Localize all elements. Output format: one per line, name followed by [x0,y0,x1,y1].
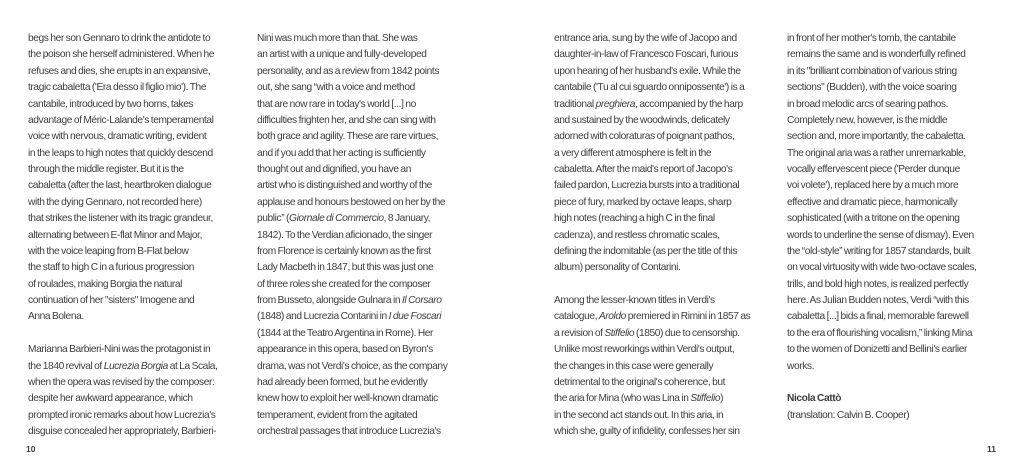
text-line [554,64,782,80]
liner-notes-column-2 [257,31,485,440]
body-text: which she, guilty of infidelity, confesses her sin [554,426,740,437]
body-text: the aria for Mina (who was Lina in [554,393,691,405]
body-text: upon hearing of her husband's exile. While the [554,65,741,77]
text-line [257,64,485,80]
body-text: the changes in this case were generally [554,360,714,372]
body-text: detrimental to the original's coherence, but [554,376,726,388]
body-text: in broad melodic arcs of searing pathos. [787,98,949,110]
body-text: 1842). To the Verdian aficionado, the singer [257,229,433,241]
text-line [28,244,256,260]
text-line [28,359,256,375]
body-text: catalogue, [554,311,599,323]
body-text: appearance in this opera, based on Byron's [257,344,433,356]
text-line [257,146,485,162]
body-text: album) personality of Contarini. [554,262,681,274]
text-line [554,80,782,96]
body-text: out, she sang “with a voice and method [257,82,415,94]
text-line [28,277,256,293]
body-text: (1848) and Lucrezia Contarini in [257,311,389,323]
body-text: applause and honours bestowed on her by the [257,196,446,208]
text-line [787,64,1015,80]
text-line [787,277,1015,293]
paragraph [787,391,1015,424]
text-line [787,408,1015,424]
italic-text: Stiffelio [690,393,721,405]
text-line [554,260,782,276]
text-line [554,195,782,211]
body-text: cabaletta (after the last, heartbroken dialogue [28,180,212,192]
text-line [787,211,1015,227]
italic-text: Aroldo [598,311,626,323]
body-text: advantage of Méric-Lalande's temperamental [28,114,214,126]
bold-text: Nicola Cattò [787,393,842,405]
text-line [787,97,1015,113]
text-line [28,47,256,63]
body-text: daughter-in-law of Francesco Foscari, furious [554,49,739,61]
body-text: (translation: Calvin B. Cooper) [787,409,910,421]
text-line [257,178,485,194]
body-text: effective and dramatic piece, harmonically [787,196,958,208]
body-text: that are now rare in today's world [...] no [257,98,416,110]
text-line [28,228,256,244]
text-line [554,359,782,375]
liner-notes-column-4 [787,31,1015,424]
body-text: vocally effervescent piece ('Perder dunque [787,164,960,175]
text-line [28,408,256,424]
text-line [554,408,782,424]
text-line [28,260,256,276]
body-text: voi volete'), replaced here by a much more [787,180,959,192]
paragraph [257,31,485,440]
body-text: drama, was not Verdi's choice, as the company [257,360,448,372]
body-text: an artist with a unique and fully-developed [257,49,427,61]
text-line [257,211,485,227]
text-line [554,424,782,440]
text-line [554,244,782,260]
body-text: (1850) due to censorship. [634,327,740,339]
body-text: the “old-style” writing for 1857 standards, built [787,245,970,257]
text-line [787,31,1015,47]
body-text: cabaletta [...] bids a final, memorable farewell [787,311,969,323]
body-text: voice with nervous, dramatic writing, evident [28,131,207,143]
body-text: had already been formed, but he evidently [257,376,428,388]
text-line [257,80,485,96]
text-line [28,342,256,358]
text-line [554,97,782,113]
body-text: in its "brilliant combination of various string [787,65,957,77]
text-line [554,326,782,342]
body-text: sophisticated (with a tritone on the opening [787,213,960,225]
body-text: difficulties frighten her, and she can sing with [257,114,436,126]
text-line [257,309,485,325]
body-text: cantabile ('Tu al cui sguardo onnipossente') is a [554,82,745,94]
body-text: public” ( [257,213,290,225]
page-number-left: 10 [26,444,36,454]
text-line [787,47,1015,63]
text-line [28,309,256,325]
text-line [257,129,485,145]
italic-text: Lucrezia Borgia [103,360,168,372]
text-line [787,80,1015,96]
body-text: (1844 at the Teatro Argentina in Rome). Her [257,327,434,339]
italic-text: preghiera [595,98,636,110]
body-text: from Busseto, alongside Gulnara in [257,295,402,306]
body-text: piece of fury, marked by octave leaps, sharp [554,196,732,208]
body-text: tragic cabaletta ('Era desso il figlio mio'). The [28,82,207,94]
text-line [28,129,256,145]
body-text: and sustained by the woodwinds, delicately [554,114,730,126]
text-line [787,260,1015,276]
text-line [28,80,256,96]
text-line [28,375,256,391]
body-text: from Florence is certainly known as the first [257,245,431,257]
text-line [787,129,1015,145]
text-line [787,113,1015,129]
body-text: orchestral passages that introduce Lucrezia's [257,426,441,437]
body-text: with the voice leaping from B-Flat below [28,245,189,257]
text-line [787,178,1015,194]
text-line [28,97,256,113]
text-line [554,375,782,391]
text-line [28,146,256,162]
text-line [28,195,256,211]
text-line [554,47,782,63]
text-line [554,178,782,194]
body-text: failed pardon, Lucrezia bursts into a traditional [554,180,740,192]
italic-text: I due Foscari [388,311,442,323]
body-text: section and, more importantly, the cabaletta. [787,131,966,143]
text-line [787,244,1015,260]
body-text: the 1840 revival of [28,360,104,372]
text-line [787,162,1015,178]
body-text: prompted ironic remarks about how Lucrezia's [28,409,216,421]
text-line [28,424,256,440]
body-text: to the era of flourishing vocalism,” linking Mina [787,327,973,339]
text-line [787,146,1015,162]
body-text: words to underline the sense of dismay). Even [787,229,974,241]
text-line [257,359,485,375]
text-line [787,342,1015,358]
text-line [28,293,256,309]
text-line [554,31,782,47]
text-line [257,195,485,211]
body-text: Nini was much more than that. She was [257,33,418,44]
body-text: knew how to exploit her well-known dramatic [257,393,438,405]
text-line [257,391,485,407]
body-text: defining the indomitable (as per the title of this [554,245,738,257]
body-text: adorned with coloraturas of poignant pathos, [554,131,735,143]
body-text: remains the same and is wonderfully refined [787,49,966,61]
body-text: through the middle register. But it is the [28,164,184,175]
body-text: both grace and agility. These are rare virtues, [257,131,439,143]
body-text: thought out and dignified, you have an [257,164,411,175]
text-line [787,195,1015,211]
body-text: , accompanied by the harp [635,98,743,110]
text-line [554,228,782,244]
body-text: to the women of Donizetti and Bellini's earlier [787,344,967,356]
body-text: traditional [554,98,596,110]
text-line [257,97,485,113]
body-text: in front of her mother's tomb, the cantabile [787,33,956,44]
body-text: cabaletta. After the maid's report of Jacopo's [554,164,733,175]
text-line [257,277,485,293]
text-line [257,47,485,63]
text-line [257,293,485,309]
text-line [554,146,782,162]
body-text: Unlike most reworkings within Verdi's output, [554,344,735,356]
body-text: when the opera was revised by the composer: [28,376,215,388]
body-text: a revision of [554,327,605,339]
body-text: despite her awkward appearance, which [28,393,193,405]
body-text: cadenza), and restless chromatic scales, [554,229,720,241]
liner-notes-column-1 [28,31,256,440]
page-number-right: 11 [987,444,996,454]
text-line [554,162,782,178]
body-text: Anna Bolena. [28,311,84,323]
body-text: at La Scala, [167,360,218,372]
paragraph [554,293,782,440]
text-line [554,391,782,407]
paragraph [554,31,782,277]
paragraph [28,31,256,326]
text-line [787,391,1015,407]
body-text: alternating between E-flat Minor and Major, [28,229,203,241]
text-line [257,31,485,47]
body-text: on vocal virtuosity with wide two-octave scales, [787,262,977,274]
text-line [554,342,782,358]
body-text: and if you add that her acting is sufficiently [257,147,426,159]
body-text: Among the lesser-known titles in Verdi's [554,295,715,306]
paragraph [787,31,1015,375]
body-text: of three roles she created for the composer [257,278,431,290]
text-line [28,391,256,407]
text-line [257,408,485,424]
text-line [554,129,782,145]
text-line [28,178,256,194]
page-right [512,0,1024,466]
body-text: high notes (reaching a high C in the final [554,213,715,225]
body-text: sections" (Budden), with the voice soaring [787,82,957,94]
text-line [787,309,1015,325]
text-line [28,211,256,227]
text-line [554,293,782,309]
body-text: begs her son Gennaro to drink the antidote to [28,33,211,44]
text-line [554,309,782,325]
text-line [554,211,782,227]
text-line [257,326,485,342]
body-text: ) [720,393,724,405]
body-text: the poison she herself administered. When he [28,49,215,61]
body-text: here. As Julian Budden notes, Verdi “with this [787,295,969,306]
body-text: in the leaps to high notes that quickly descend [28,147,213,159]
text-line [28,31,256,47]
body-text: Marianna Barbieri-Nini was the protagonist in [28,344,211,356]
text-line [28,162,256,178]
body-text: temperament, evident from the agitated [257,409,418,421]
text-line [28,64,256,80]
text-line [257,342,485,358]
body-text: disguise concealed her appropriately, Barbieri- [28,426,217,437]
body-text: Completely new, however, is the middle [787,114,948,126]
body-text: the staff to high C in a furious progression [28,262,194,274]
paragraph [28,342,256,440]
text-line [554,113,782,129]
text-line [28,113,256,129]
italic-text: Il Corsaro [401,295,442,306]
text-line [257,228,485,244]
text-line [787,326,1015,342]
body-text: artist who is distinguished and worthy of the [257,180,432,192]
body-text: continuation of her "sisters" Imogene and [28,295,195,306]
text-line [257,424,485,440]
text-line [787,228,1015,244]
body-text: that strikes the listener with its tragic grandeur, [28,213,213,225]
text-line [257,244,485,260]
body-text: a very different atmosphere is felt in the [554,147,712,159]
body-text: Lady Macbeth in 1847, but this was just one [257,262,434,274]
body-text: works. [787,360,815,372]
text-line [257,162,485,178]
body-text: The original aria was a rather unremarkable, [787,147,966,159]
text-line [787,359,1015,375]
text-line [257,260,485,276]
body-text: in the second act stands out. In this aria, in [554,409,724,421]
body-text: entrance aria, sung by the wife of Jacopo and [554,33,737,44]
body-text: , 8 January, [383,213,431,225]
body-text: trills, and bold high notes, is realized perfectly [787,278,969,290]
body-text: with the dying Gennaro, not recorded here) [28,196,202,208]
italic-text: Stiffelio [604,327,635,339]
italic-text: Giornale di Commercio [289,213,384,225]
liner-notes-column-3 [554,31,782,440]
text-line [257,113,485,129]
body-text: refuses and dies, she erupts in an expansive, [28,65,211,77]
body-text: of roulades, making Borgia the natural [28,278,182,290]
body-text: personality, and as a review from 1842 points [257,65,440,77]
body-text: cantabile, introduced by two horns, takes [28,98,194,110]
text-line [257,375,485,391]
text-line [787,293,1015,309]
body-text: premiered in Rimini in 1857 as [625,311,751,323]
